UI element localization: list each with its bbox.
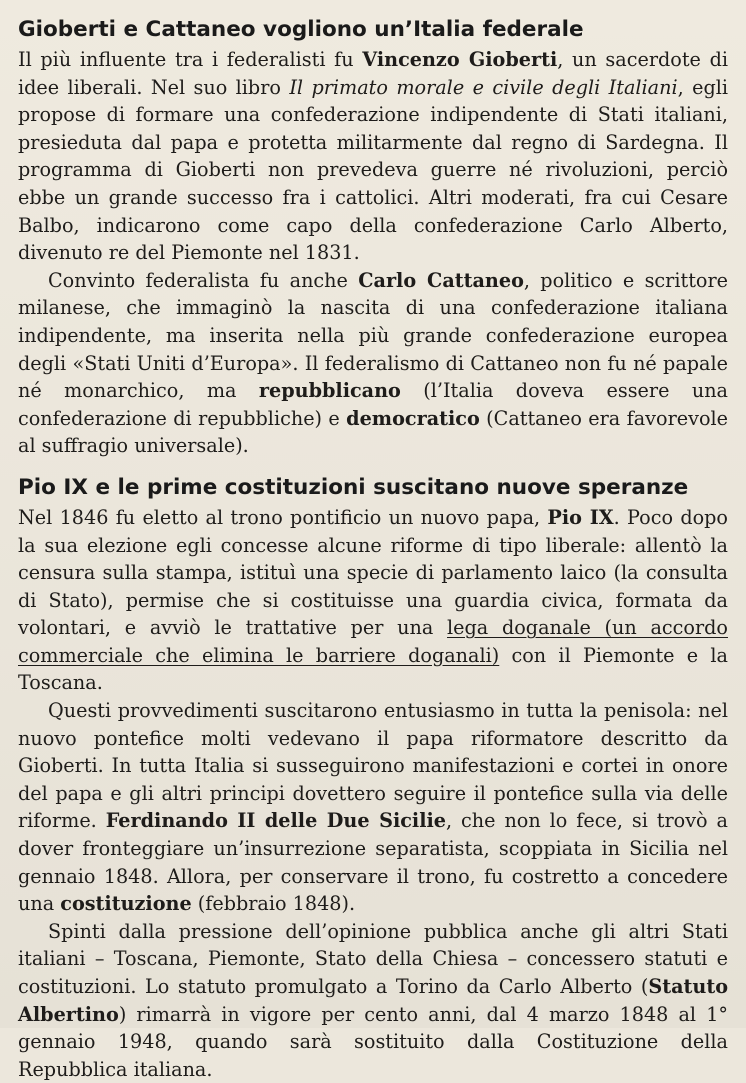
text-run: Il più influente tra i federalisti fu [18,48,363,71]
text-run: Spinti dalla pressione dell’opinione pubblica anche gli altri Stati italiani – Toscana, Piemonte, Stato della Chiesa – concessero statuti e costituzioni. Lo statuto promulgato a Torino da Carlo Alberto ( [18,919,728,998]
section-heading-federalismo: Gioberti e Cattaneo vogliono un’Italia federale [18,17,584,42]
text-run: , che non lo fece, si trovò a dover fronteggiare un’insurrezione separatista, scoppiata in Sicilia nel gennaio 1848. Allora, per conservare il trono, fu costretto a concedere una [18,809,728,916]
paragraph-statuto [18,918,728,1083]
text-run: , un sacerdote di idee liberali. Nel suo libro [18,48,728,99]
text-run: (febbraio 1848). [191,892,356,916]
bold-term-repubblicano: repubblicano [258,379,401,403]
paragraph-cattaneo [18,267,728,460]
underlined-lega-doganale: lega doganale (un accordo commerciale che elimina le barriere doganali) [18,616,728,667]
section-heading-pio-ix: Pio IX e le prime costituzioni suscitano nuove speranze [18,474,689,500]
bold-term-pio-ix: Pio IX [547,505,614,529]
bold-term-democratico: democratico [346,406,480,430]
text-run: , politico e scrittore milanese, che immaginò la nascita di una confederazione italiana indipendente, ma inserita nella più grande confederazione europea degli «Stati Uniti d’Europa». Il federalismo di Cattaneo non fu né papale né monarchico, ma [18,268,728,403]
text-run: con il Piemonte e la Toscana. [18,643,728,695]
text-run: Questi provvedimenti suscitarono entusiasmo in tutta la penisola: nel nuovo pontefice molti vedevano il papa riformatore descritto da Gioberti. In tutta Italia si susseguirono manifestazioni e cortei in onore del papa e gli altri principi dovettero seguire il pontefice sulla via delle riforme. [18,699,728,833]
paragraph-gioberti [18,46,728,267]
paragraph-pio-ix [18,504,728,697]
bold-term-costituzione: costituzione [60,892,192,916]
bold-term-ferdinando-ii: Ferdinando II delle Due Sicilie [105,809,447,833]
bold-term-statuto-albertino: Statuto Albertino [18,975,728,1026]
bold-term-gioberti: Vincenzo Gioberti [362,48,558,71]
book-title: Il primato morale e civile degli Italiani [289,75,678,99]
text-run: , egli propose di formare una confederazione indipendente di Stati italiani, presieduta dal papa e protetta militarmente dal regno di Sardegna. Il programma di Gioberti non prevedeva guerre né rivoluzioni, perciò ebbe un grande successo fra i cattolici. Altri moderati, fra cui Cesare Balbo, indicarono come capo della confederazione Carlo Alberto, divenuto re del Piemonte nel 1831. [18,75,728,265]
text-run: . Poco dopo la sua elezione egli concesse alcune riforme di tipo liberale: allentò la censura sulla stampa, istituì una specie di parlamento laico (la consulta di Stato), permise che si costituisse una guardia civica, formata da volontari, e avviò le trattative per una [18,505,728,640]
text-run: (Cattaneo era favorevole al suffragio universale). [18,406,728,458]
bold-term-cattaneo: Carlo Cattaneo [358,268,524,292]
text-run: Nel 1846 fu eletto al trono pontificio un nuovo papa, [18,505,548,529]
paragraph-provvedimenti [18,697,728,918]
text-run: (l’Italia doveva essere una confederazione di repubbliche) e [18,379,728,430]
text-run: ) rimarrà in vigore per cento anni, dal 4 marzo 1848 al 1° gennaio 1948, quando sarà sostituito dalla Costituzione della Repubblica italiana. [18,1002,728,1081]
text-run: Convinto federalista fu anche [48,268,359,292]
